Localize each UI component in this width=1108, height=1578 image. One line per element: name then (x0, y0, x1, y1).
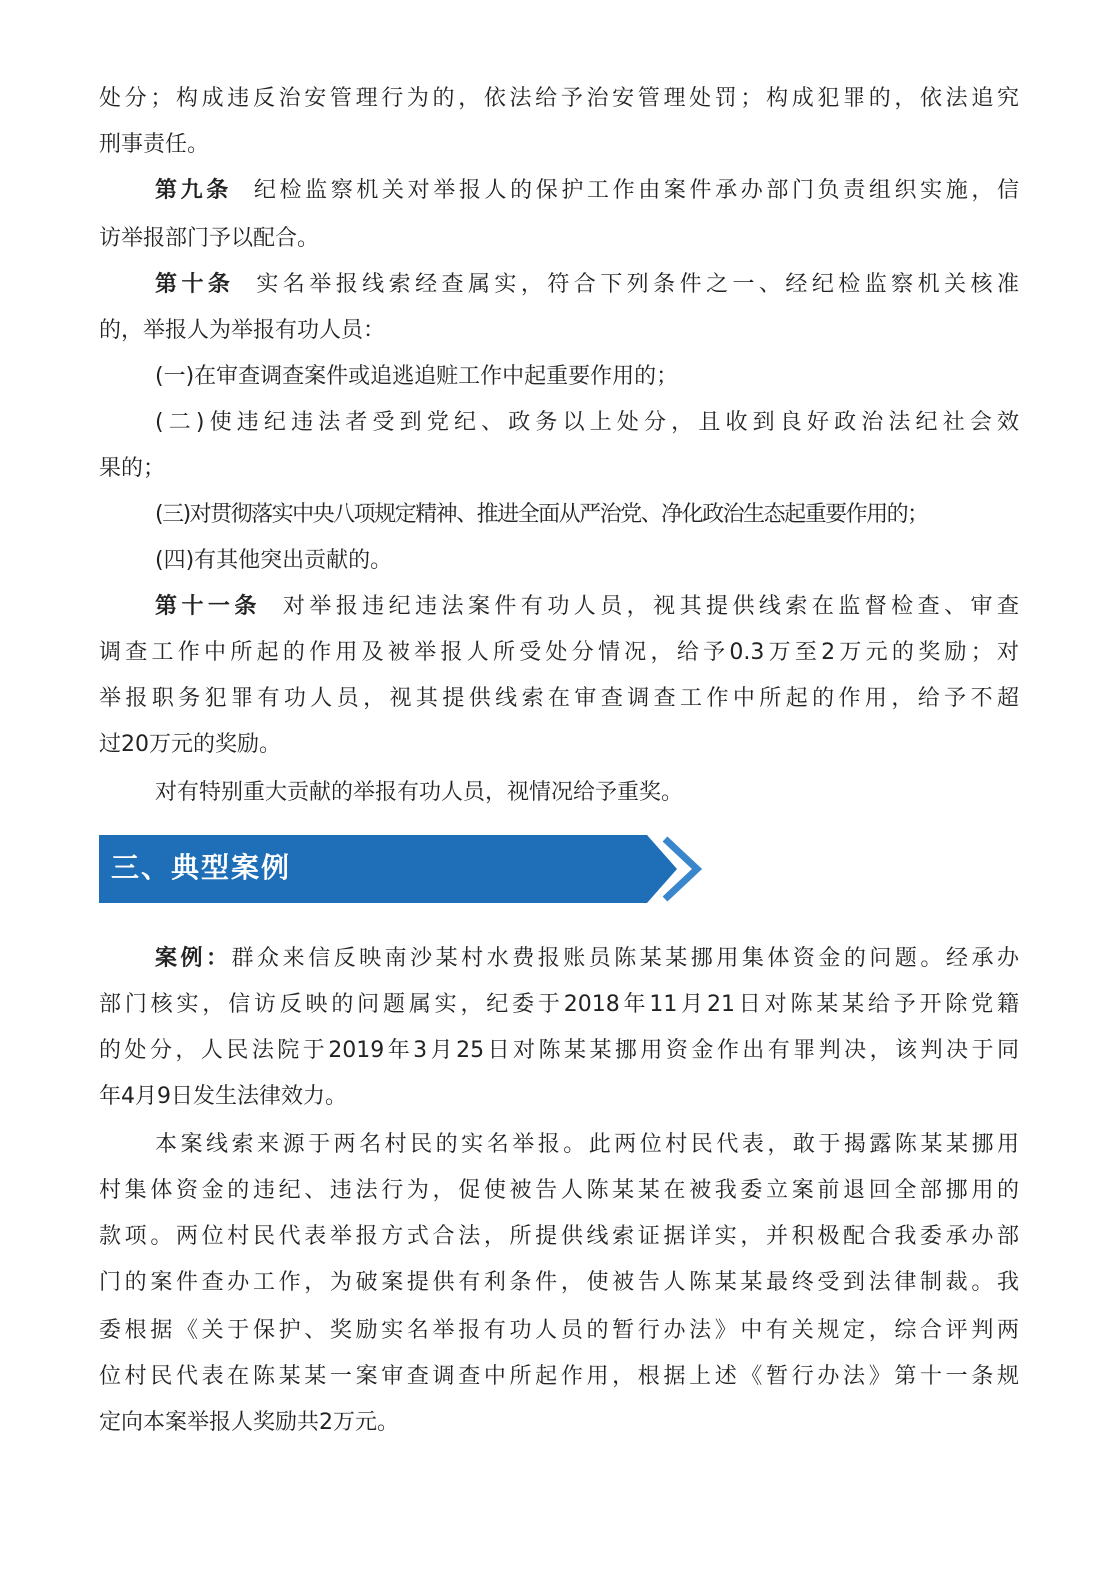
case-p2-line5: 委根据《关于保护、奖励实名举报有功人员的暂行办法》中有关规定，综合评判两 (99, 1318, 1019, 1343)
case-p2-line6: 位村民代表在陈某某一案审查调查中所起作用，根据上述《暂行办法》第十一条规 (99, 1364, 1019, 1389)
article9-label: 第九条 (155, 178, 232, 203)
case-p1-line1 (155, 944, 1019, 974)
article9-text: 纪检监察机关对举报人的保护工作由案件承办部门负责组织实施，信 (253, 178, 1019, 203)
article8-line1: 处分；构成违反治安管理行为的，依法给予治安管理处罚；构成犯罪的，依法追究 (99, 86, 1019, 111)
article10-line2: 的，举报人为举报有功人员： (99, 318, 386, 343)
case-p2-line7: 定向本案举报人奖励共2万元。 (99, 1410, 399, 1435)
case-p2-line2: 村集体资金的违纪、违法行为，促使被告人陈某某在被我委立案前退回全部挪用的 (99, 1178, 1019, 1203)
article10-item1: (一)在审查调查案件或追逃追赃工作中起重要作用的； (155, 364, 679, 389)
article9-line2: 访举报部门予以配合。 (99, 226, 320, 251)
article10-label: 第十条 (155, 272, 235, 297)
case-label: 案例： (155, 946, 232, 971)
article8-line2: 刑事责任。 (99, 132, 210, 157)
case-p2-line4: 门的案件查办工作，为破案提供有利条件，使被告人陈某某最终受到法律制裁。我 (99, 1270, 1019, 1295)
article11-label: 第十一条 (155, 594, 261, 619)
article11-line4: 过20万元的奖励。 (99, 732, 281, 757)
article11-line2: 调查工作中所起的作用及被举报人所受处分情况，给予0.3万至2万元的奖励；对 (99, 640, 1019, 665)
article10-line1 (155, 270, 1019, 300)
article10-item2-line1: (二)使违纪违法者受到党纪、政务以上处分，且收到良好政治法纪社会效 (155, 410, 1019, 435)
case-p1-line2: 部门核实，信访反映的问题属实，纪委于2018年11月21日对陈某某给予开除党籍 (99, 992, 1019, 1017)
case-p1-text: 群众来信反映南沙某村水费报账员陈某某挪用集体资金的问题。经承办 (231, 946, 1019, 971)
article10-item2-line2: 果的； (99, 456, 166, 481)
article11-line1 (155, 592, 1019, 622)
article10-item3: (三)对贯彻落实中央八项规定精神、推进全面从严治党、净化政治生态起重要作用的； (155, 502, 928, 527)
section-title: 三、典型案例 (111, 851, 292, 884)
section-banner (99, 835, 709, 903)
article10-text: 实名举报线索经查属实，符合下列条件之一、经纪检监察机关核准 (256, 272, 1019, 297)
case-p2-line1: 本案线索来源于两名村民的实名举报。此两位村民代表，敢于揭露陈某某挪用 (155, 1132, 1019, 1157)
article10-item4: (四)有其他突出贡献的。 (155, 548, 393, 573)
case-p1-line4: 年4月9日发生法律效力。 (99, 1084, 347, 1109)
article11-line3: 举报职务犯罪有功人员，视其提供线索在审查调查工作中所起的作用，给予不超 (99, 686, 1019, 711)
case-p2-line3: 款项。两位村民代表举报方式合法，所提供线索证据详实，并积极配合我委承办部 (99, 1224, 1019, 1249)
article11-para2: 对有特别重大贡献的举报有功人员，视情况给予重奖。 (155, 780, 684, 805)
article9-line1 (155, 176, 1019, 206)
case-p1-line3: 的处分，人民法院于2019年3月25日对陈某某挪用资金作出有罪判决，该判决于同 (99, 1038, 1019, 1063)
article11-text: 对举报违纪违法案件有功人员，视其提供线索在监督检查、审查 (282, 594, 1019, 619)
